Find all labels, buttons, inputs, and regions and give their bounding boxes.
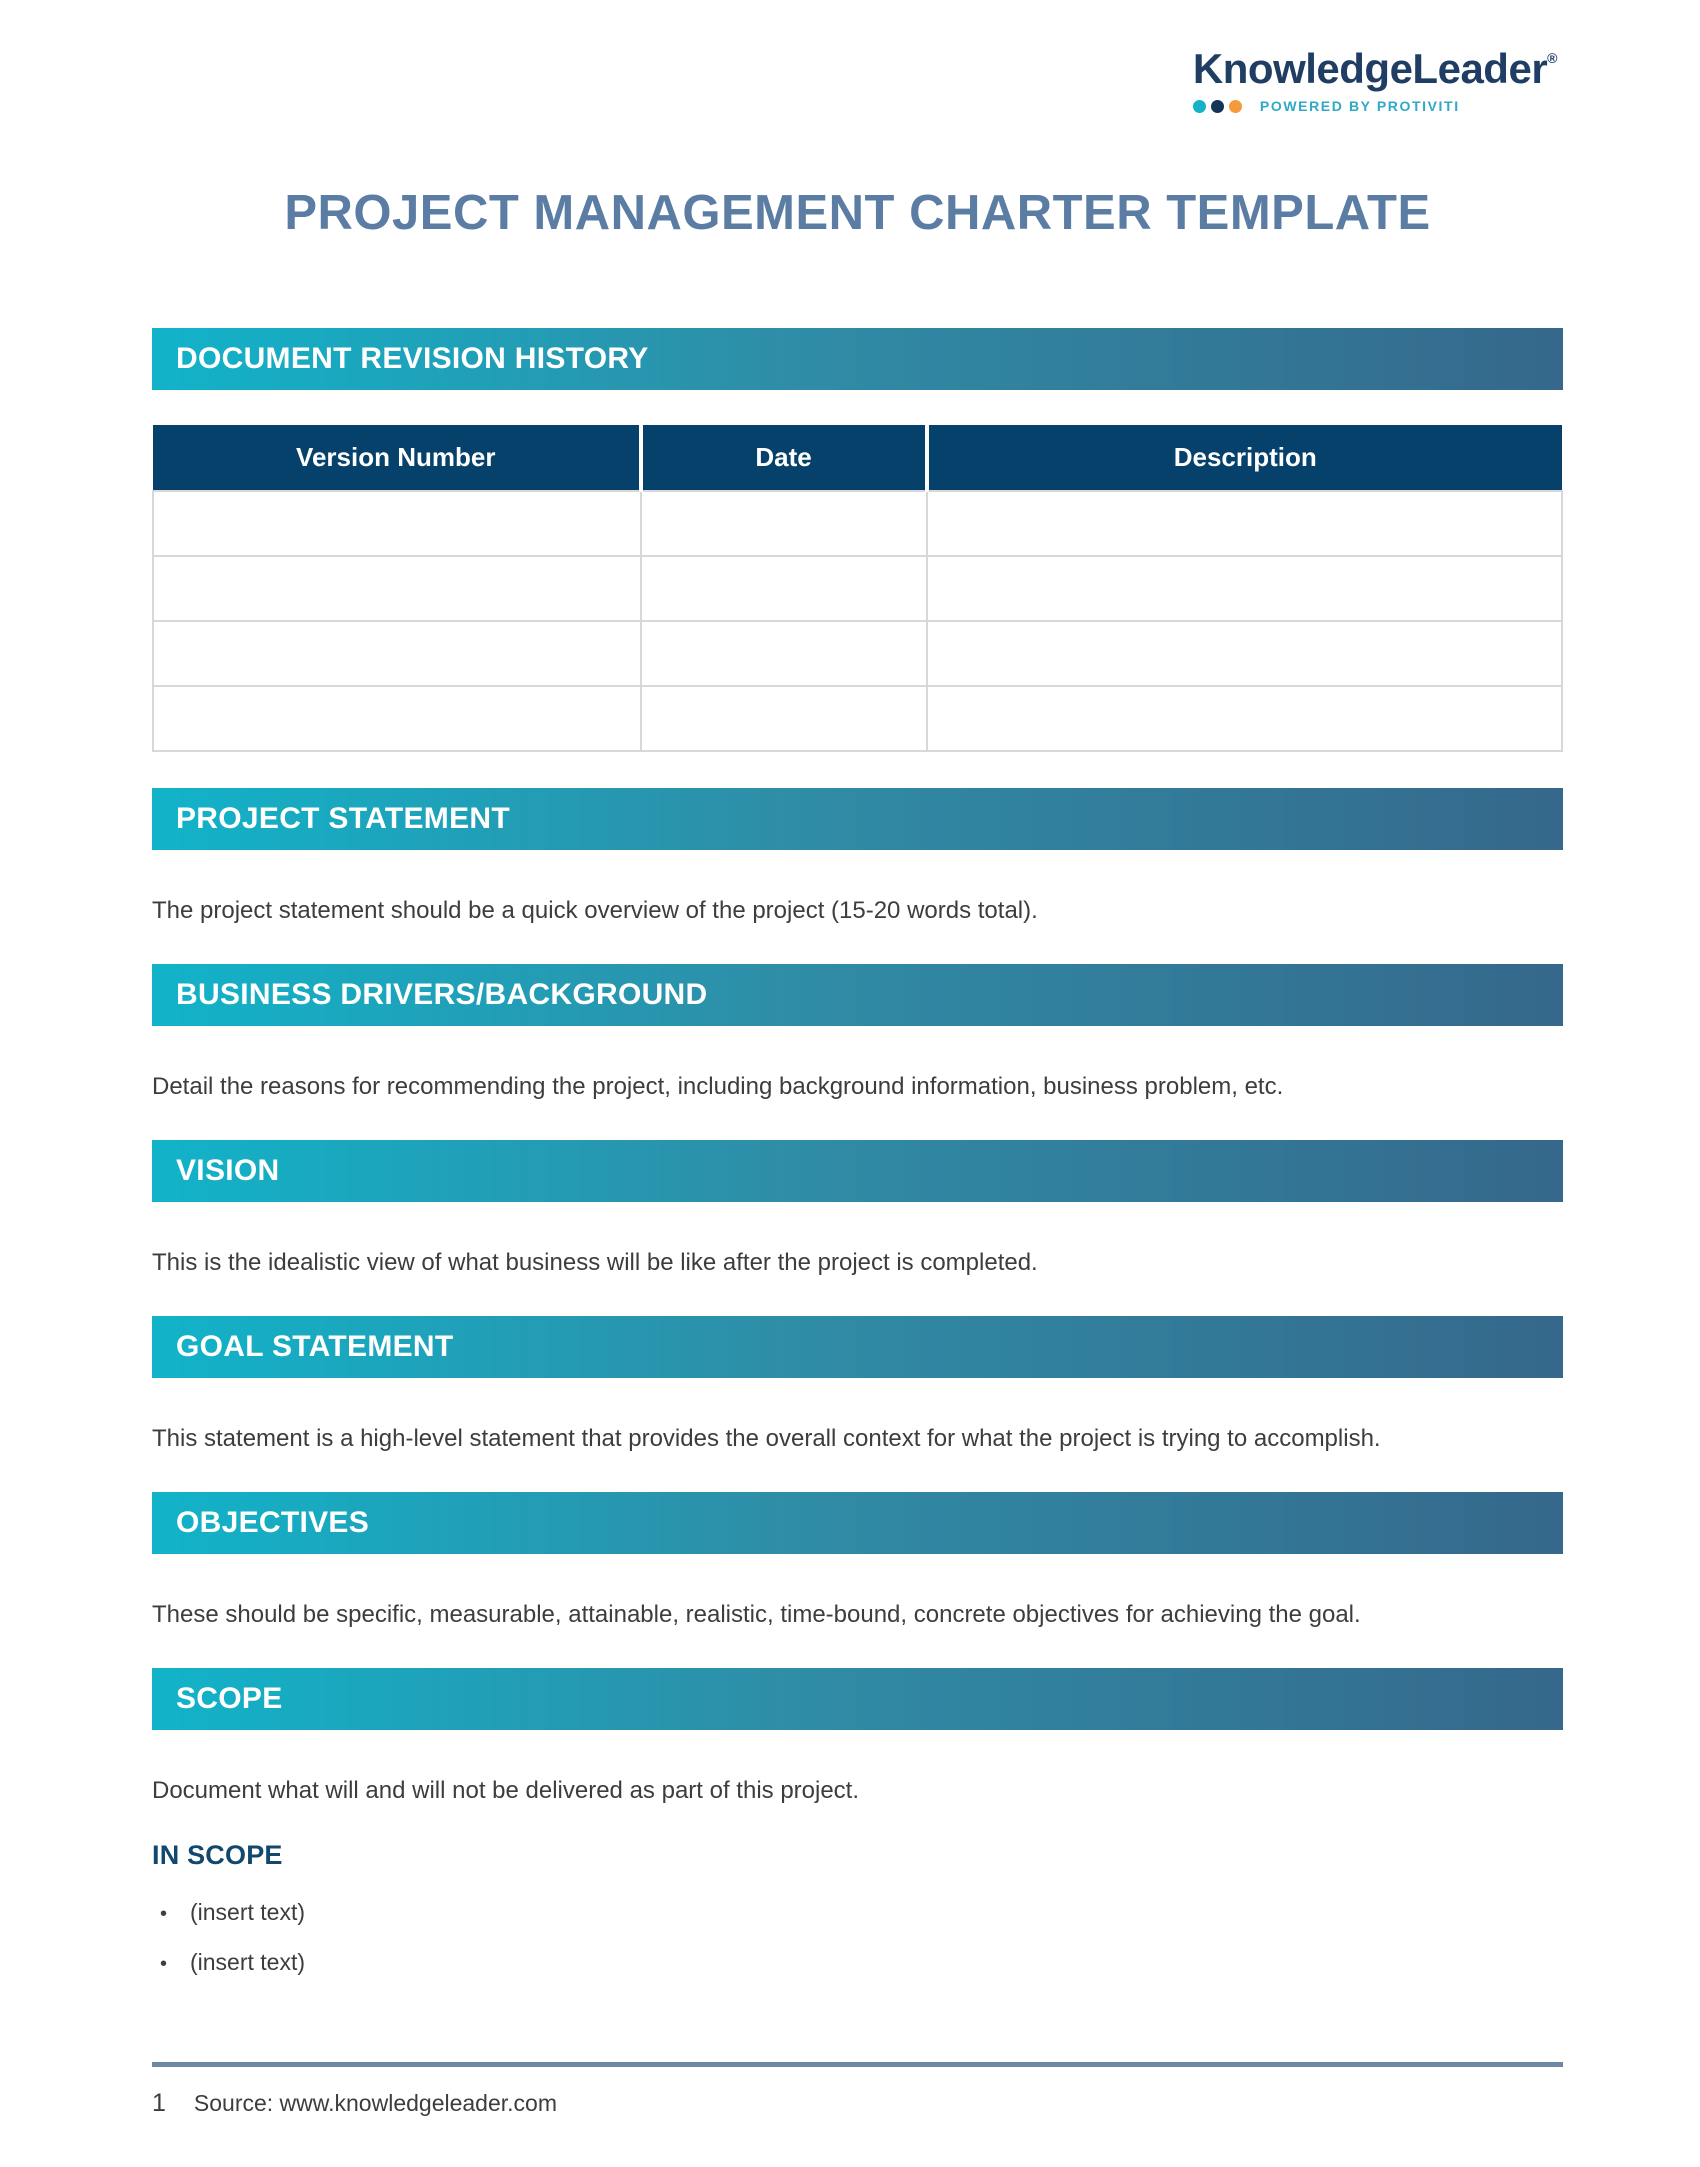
list-item-text: (insert text) xyxy=(190,1949,306,1975)
table-row xyxy=(153,621,1562,686)
table-header-row xyxy=(153,425,1562,491)
in-scope-heading: IN SCOPE xyxy=(152,1840,283,1870)
list-item xyxy=(152,1895,1563,1931)
list-item xyxy=(152,1945,1563,1981)
section-body-vision: This is the idealistic view of what business will be like after the project is completed. xyxy=(152,1249,1038,1276)
table-cell xyxy=(641,686,927,751)
section-body-goal-statement: This statement is a high-level statement that provides the overall context for what the project is trying to accomplish. xyxy=(152,1425,1381,1452)
section-header-vision xyxy=(152,1140,1563,1202)
section-header-goal-statement xyxy=(152,1316,1563,1378)
bullet-icon: • xyxy=(160,1903,168,1925)
section-body-scope: Document what will and will not be delivered as part of this project. xyxy=(152,1777,860,1804)
column-header-version-number: Version Number xyxy=(153,425,641,491)
section-header-scope xyxy=(152,1668,1563,1730)
table-cell xyxy=(153,491,641,556)
section-header-document-revision-history xyxy=(152,328,1563,390)
table-cell xyxy=(153,556,641,621)
logo-dots xyxy=(1193,100,1242,113)
section-header-label: DOCUMENT REVISION HISTORY xyxy=(176,342,649,375)
table-cell xyxy=(153,686,641,751)
registered-mark: ® xyxy=(1547,50,1557,66)
logo-dot-navy-icon xyxy=(1211,100,1224,113)
brand-wordmark xyxy=(1193,36,1557,91)
table-cell xyxy=(641,491,927,556)
section-header-label: SCOPE xyxy=(176,1682,283,1715)
section-header-label: PROJECT STATEMENT xyxy=(176,802,511,835)
footer-divider xyxy=(152,2062,1563,2067)
table-cell xyxy=(927,491,1562,556)
section-header-label: GOAL STATEMENT xyxy=(176,1330,454,1363)
section-body-project-statement: The project statement should be a quick overview of the project (15-20 words total). xyxy=(152,897,1038,924)
bullet-icon: • xyxy=(160,1953,168,1975)
table-cell xyxy=(927,621,1562,686)
table-cell xyxy=(153,621,641,686)
table-row xyxy=(153,556,1562,621)
table-row xyxy=(153,491,1562,556)
list-item-text: (insert text) xyxy=(190,1899,306,1925)
page-title: PROJECT MANAGEMENT CHARTER TEMPLATE xyxy=(284,186,1431,240)
section-header-project-statement xyxy=(152,788,1563,850)
brand-logo xyxy=(1193,36,1557,114)
table-row xyxy=(153,686,1562,751)
table-cell xyxy=(927,686,1562,751)
revision-history-table xyxy=(152,425,1563,752)
page-footer xyxy=(152,2062,1563,2118)
footer-source: Source: www.knowledgeleader.com xyxy=(193,2090,557,2116)
brand-name: KnowledgeLeader xyxy=(1192,45,1548,92)
in-scope-bullet-list xyxy=(152,1895,1563,1981)
brand-tagline-row xyxy=(1193,98,1557,114)
section-header-label: OBJECTIVES xyxy=(176,1506,370,1539)
logo-dot-teal-icon xyxy=(1193,100,1206,113)
table-cell xyxy=(641,556,927,621)
section-body-objectives: These should be specific, measurable, attainable, realistic, time-bound, concrete objectives for achieving the goal. xyxy=(152,1601,1361,1628)
section-header-label: BUSINESS DRIVERS/BACKGROUND xyxy=(176,978,708,1011)
table-cell xyxy=(641,621,927,686)
section-header-label: VISION xyxy=(176,1154,280,1187)
brand-tagline: POWERED BY PROTIVITI xyxy=(1259,98,1460,114)
section-header-business-drivers xyxy=(152,964,1563,1026)
section-body-business-drivers: Detail the reasons for recommending the project, including background information, business problem, etc. xyxy=(152,1073,1284,1100)
page-number: 1 xyxy=(152,2089,166,2117)
column-header-date: Date xyxy=(641,425,927,491)
section-header-objectives xyxy=(152,1492,1563,1554)
table-cell xyxy=(927,556,1562,621)
logo-dot-orange-icon xyxy=(1229,100,1242,113)
column-header-description: Description xyxy=(927,425,1562,491)
